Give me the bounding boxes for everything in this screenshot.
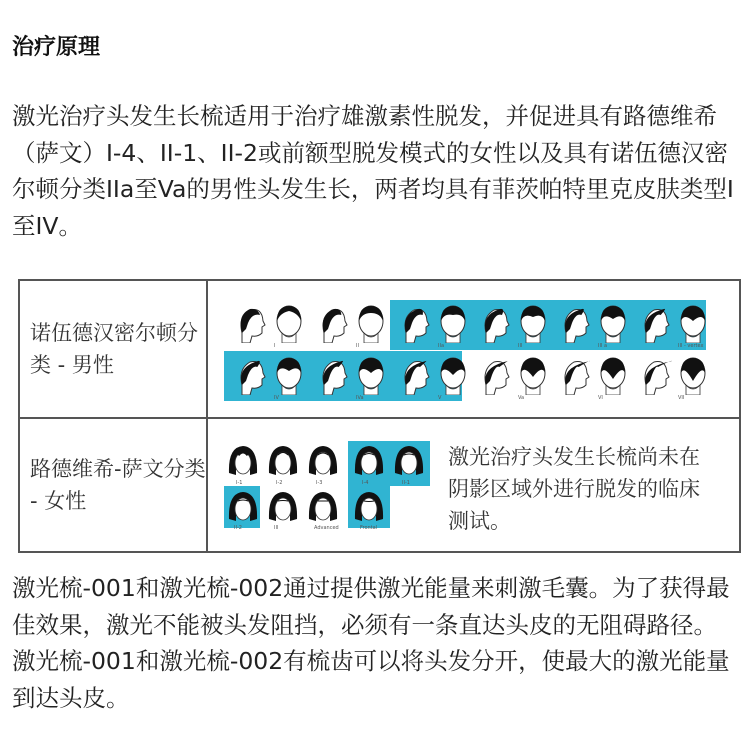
male-head-side-icon <box>398 355 432 395</box>
male-head-side-icon <box>638 303 672 343</box>
body-paragraph: 激光梳-001和激光梳-002通过提供激光能量来刺激毛囊。为了获得最佳效果，激光不能被头发阻挡，必须有一条直达头皮的无阻碍路径。激光梳-001和激光梳-002有梳齿可以将头发分开，使最大的激光能量到达头皮。 <box>12 574 730 712</box>
male-stage-label: III a <box>598 343 608 349</box>
female-stage-label: I-2 <box>276 480 283 486</box>
female-classification-label: 路德维希-萨文分类 - 女性 <box>19 418 207 552</box>
male-stage-label: IV <box>274 395 279 401</box>
male-head-top-icon <box>676 303 710 343</box>
male-stage-label: Va <box>518 395 525 401</box>
female-head-icon <box>352 443 386 483</box>
female-hair-loss-figure <box>207 418 740 552</box>
male-stage-label: I <box>274 343 276 349</box>
male-head-side-icon <box>478 303 512 343</box>
female-head-icon <box>226 489 260 529</box>
male-stage-label: VI <box>598 395 603 401</box>
male-stage-label: V <box>438 395 442 401</box>
classification-table <box>18 279 741 553</box>
female-stage-label: Advanced <box>314 525 339 531</box>
female-head-icon <box>352 489 386 529</box>
female-stage-label: II-1 <box>402 480 410 486</box>
male-head-side-icon <box>234 355 268 395</box>
female-head-icon <box>226 443 260 483</box>
male-head-top-icon <box>354 355 388 395</box>
male-head-side-icon <box>234 303 268 343</box>
section-title: 治疗原理 <box>12 35 101 60</box>
male-head-top-icon <box>676 355 710 395</box>
male-head-side-icon <box>398 303 432 343</box>
male-head-top-icon <box>436 303 470 343</box>
female-stage-label: II-2 <box>234 525 242 531</box>
male-head-side-icon <box>558 355 592 395</box>
male-head-side-icon <box>558 303 592 343</box>
female-head-icon <box>306 489 340 529</box>
male-stage-label: III <box>518 343 523 349</box>
shaded-area-note: 激光治疗头发生长梳尚未在阴影区域外进行脱发的临床测试。 <box>448 445 700 533</box>
male-head-side-icon <box>478 355 512 395</box>
male-head-top-icon <box>516 303 550 343</box>
male-head-top-icon <box>596 303 630 343</box>
male-classification-label: 诺伍德汉密尔顿分类 - 男性 <box>19 280 207 418</box>
female-head-icon <box>266 489 300 529</box>
male-head-side-icon <box>316 303 350 343</box>
female-stage-label: I-1 <box>236 480 243 486</box>
male-stage-label: II <box>356 343 359 349</box>
male-head-top-icon <box>354 303 388 343</box>
female-head-icon <box>306 443 340 483</box>
male-head-side-icon <box>316 355 350 395</box>
male-head-top-icon <box>272 303 306 343</box>
male-stage-label: IIa <box>438 343 445 349</box>
female-head-icon <box>266 443 300 483</box>
male-hair-loss-figure <box>207 280 740 418</box>
female-head-icon <box>392 443 426 483</box>
male-head-side-icon <box>638 355 672 395</box>
male-stage-label: III - vertex <box>678 343 704 349</box>
female-stage-label: III <box>274 525 279 531</box>
male-stage-label: VII <box>678 395 685 401</box>
intro-paragraph: 激光治疗头发生长梳适用于治疗雄激素性脱发，并促进具有路德维希（萨文）I-4、II-1、II-2或前额型脱发模式的女性以及具有诺伍德汉密尔顿分类IIa至Va的男性头发生长，两者均具有菲茨帕特里克皮肤类型I至IV。 <box>12 102 734 240</box>
female-stage-label: I-4 <box>362 480 369 486</box>
male-head-top-icon <box>596 355 630 395</box>
male-stage-label: IVa <box>356 395 364 401</box>
male-head-top-icon <box>516 355 550 395</box>
female-stage-label: Frontal <box>360 525 378 531</box>
male-head-top-icon <box>436 355 470 395</box>
female-stage-label: I-3 <box>316 480 323 486</box>
male-head-top-icon <box>272 355 306 395</box>
